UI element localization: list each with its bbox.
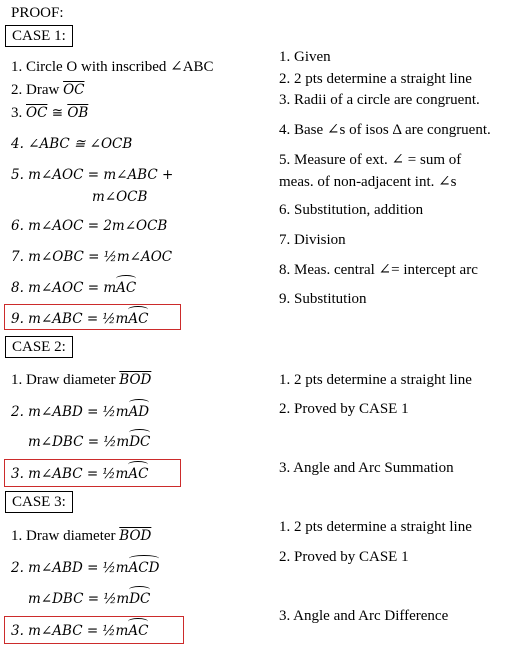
segment-oc: $\overline{OC}$ bbox=[26, 105, 48, 121]
statement-text: 2. m∠ABD = ½m bbox=[11, 404, 129, 420]
congruent-symbol: ≅ bbox=[47, 105, 68, 121]
case-1-label: CASE 1: bbox=[5, 25, 73, 47]
statement-text: 2. m∠ABD = ½m bbox=[11, 560, 129, 576]
case-1-statement-5-line-2: m∠OCB bbox=[92, 189, 148, 205]
case-3-reason-3: 3. Angle and Arc Difference bbox=[279, 608, 449, 624]
proof-title: PROOF: bbox=[11, 5, 64, 21]
statement-text: 2. Draw bbox=[11, 82, 64, 98]
case-1-reason-9: 9. Substitution bbox=[279, 291, 367, 307]
segment-oc: $\overline{OC}$ bbox=[63, 82, 85, 98]
case-1-reason-1: 1. Given bbox=[279, 49, 331, 65]
case-2-reason-2: 2. Proved by CASE 1 bbox=[279, 401, 409, 417]
arc-dc: DC bbox=[129, 591, 151, 607]
segment-bod: $\overline{BOD}$ bbox=[119, 528, 152, 544]
statement-text: m∠DBC = ½m bbox=[28, 434, 130, 450]
case-3-statement-2 bbox=[11, 559, 159, 577]
case-1-reason-3: 3. Radii of a circle are congruent. bbox=[279, 92, 480, 108]
arc-acd: ACD bbox=[128, 560, 160, 576]
case-2-statement-1 bbox=[11, 371, 151, 389]
arc-ad: AD bbox=[128, 404, 150, 420]
case-1-statement-6: 6. m∠AOC = 2m∠OCB bbox=[11, 218, 168, 234]
statement-text: 1. Draw diameter bbox=[11, 372, 120, 388]
case-1-reason-4: 4. Base ∠s of isos Δ are congruent. bbox=[279, 122, 491, 138]
case-1-reason-8: 8. Meas. central ∠= intercept arc bbox=[279, 262, 478, 278]
case-3-statement-2b bbox=[28, 590, 150, 608]
case-1-reason-5-line-1: 5. Measure of ext. ∠ = sum of bbox=[279, 152, 462, 168]
case-1-statement-2 bbox=[11, 81, 84, 99]
case-2-statement-2 bbox=[11, 403, 149, 421]
case-1-statement-8 bbox=[11, 279, 136, 297]
segment-ob: $\overline{OB}$ bbox=[67, 105, 89, 121]
case-1-statement-9 bbox=[11, 310, 148, 328]
case-1-statement-4: 4. ∠ABC ≅ ∠OCB bbox=[11, 136, 133, 152]
case-1-statement-7: 7. m∠OBC = ½m∠AOC bbox=[11, 249, 173, 265]
case-1-reason-2: 2. 2 pts determine a straight line bbox=[279, 71, 472, 87]
statement-text: m∠DBC = ½m bbox=[28, 591, 130, 607]
statement-text: 1. Draw diameter bbox=[11, 528, 120, 544]
statement-text: 9. m∠ABC = ½m bbox=[11, 311, 129, 327]
case-2-label: CASE 2: bbox=[5, 336, 73, 358]
case-3-statement-1 bbox=[11, 527, 151, 545]
case-3-reason-2: 2. Proved by CASE 1 bbox=[279, 549, 409, 565]
statement-text: 8. m∠AOC = m bbox=[11, 280, 117, 296]
statement-text: 3. m∠ABC = ½m bbox=[11, 466, 129, 482]
case-1-statement-5-line-1: 5. m∠AOC = m∠ABC + bbox=[11, 167, 174, 183]
case-3-statement-3 bbox=[11, 622, 148, 640]
arc-ac: AC bbox=[128, 466, 149, 482]
case-3-reason-1: 1. 2 pts determine a straight line bbox=[279, 519, 472, 535]
case-1-reason-5-line-2: meas. of non-adjacent int. ∠s bbox=[279, 174, 457, 190]
arc-ac: AC bbox=[116, 280, 137, 296]
case-2-statement-2b bbox=[28, 433, 150, 451]
case-1-statement-1: 1. Circle O with inscribed ∠ABC bbox=[11, 59, 214, 75]
arc-ac: AC bbox=[128, 623, 149, 639]
case-1-reason-6: 6. Substitution, addition bbox=[279, 202, 424, 218]
arc-dc: DC bbox=[129, 434, 151, 450]
case-1-reason-7: 7. Division bbox=[279, 232, 346, 248]
case-3-label: CASE 3: bbox=[5, 491, 73, 513]
arc-ac: AC bbox=[128, 311, 149, 327]
case-2-statement-3 bbox=[11, 465, 148, 483]
case-2-reason-3: 3. Angle and Arc Summation bbox=[279, 460, 454, 476]
statement-number: 3. bbox=[11, 105, 26, 121]
segment-bod: $\overline{BOD}$ bbox=[119, 372, 152, 388]
case-1-statement-3 bbox=[11, 104, 88, 122]
statement-text: 3. m∠ABC = ½m bbox=[11, 623, 129, 639]
case-2-reason-1: 1. 2 pts determine a straight line bbox=[279, 372, 472, 388]
